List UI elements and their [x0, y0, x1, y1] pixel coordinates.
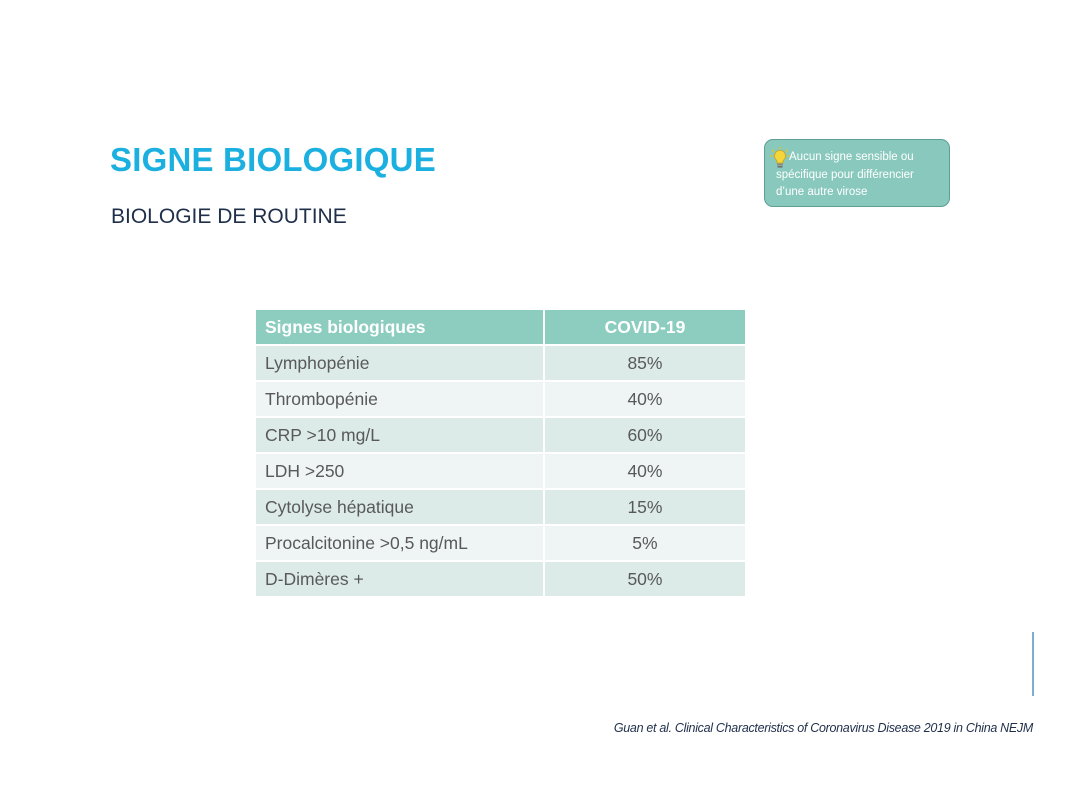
table-row: [255, 453, 746, 489]
sign-cell: CRP >10 mg/L: [255, 417, 544, 453]
citation: Guan et al. Clinical Characteristics of Coronavirus Disease 2019 in China NEJM: [613, 721, 1033, 735]
value-cell: 40%: [544, 381, 746, 417]
callout-text: Aucun signe sensible ou spécifique pour différencier d’une autre virose: [776, 151, 914, 198]
header-covid: COVID-19: [544, 309, 746, 345]
value-cell: 15%: [544, 489, 746, 525]
value-cell: 50%: [544, 561, 746, 597]
value-cell: 40%: [544, 453, 746, 489]
sign-cell: Cytolyse hépatique: [255, 489, 544, 525]
table-row: [255, 561, 746, 597]
slide-subtitle: BIOLOGIE DE ROUTINE: [111, 205, 347, 228]
table-row: [255, 417, 746, 453]
value-cell: 5%: [544, 525, 746, 561]
sign-cell: Lymphopénie: [255, 345, 544, 381]
table-row: [255, 345, 746, 381]
value-cell: 60%: [544, 417, 746, 453]
header-signs: Signes biologiques: [255, 309, 544, 345]
decorative-divider: [1032, 632, 1034, 696]
sign-cell: D-Dimères +: [255, 561, 544, 597]
table-row: [255, 489, 746, 525]
slide-title: SIGNE BIOLOGIQUE: [110, 141, 436, 178]
sign-cell: LDH >250: [255, 453, 544, 489]
biology-table: [254, 308, 747, 598]
sign-cell: Thrombopénie: [255, 381, 544, 417]
table-row: [255, 381, 746, 417]
lightbulb-icon: [770, 146, 790, 170]
sign-cell: Procalcitonine >0,5 ng/mL: [255, 525, 544, 561]
value-cell: 85%: [544, 345, 746, 381]
table-header-row: [255, 309, 746, 345]
note-callout: [764, 139, 950, 207]
table-row: [255, 525, 746, 561]
